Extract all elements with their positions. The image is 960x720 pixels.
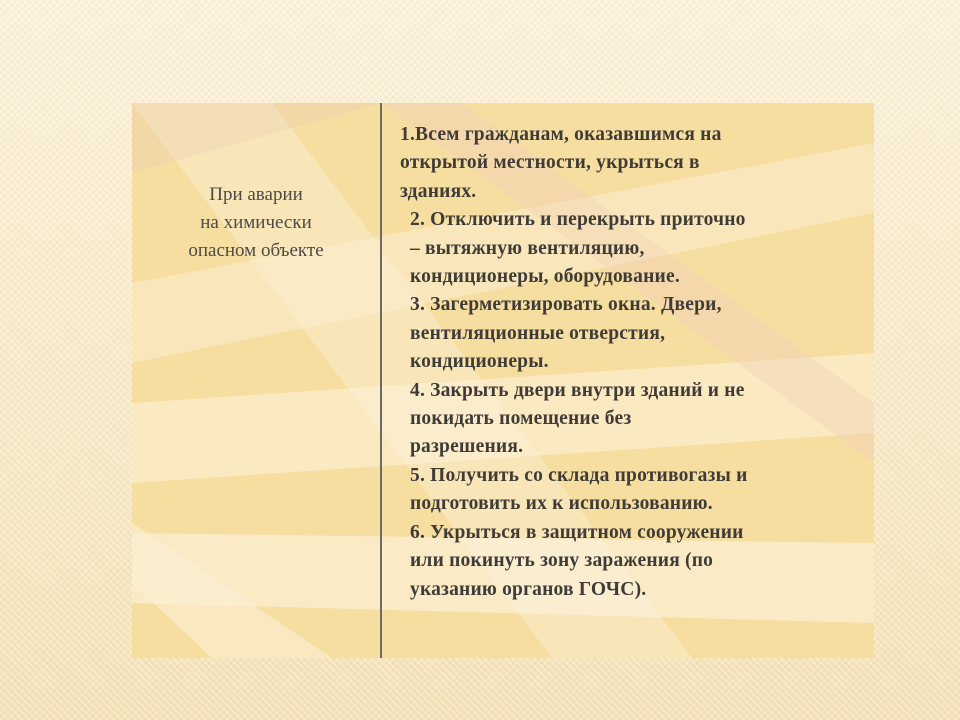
instruction-line: 4. Закрыть двери внутри зданий и не (410, 379, 745, 401)
instruction-item-3 (400, 291, 860, 376)
instruction-line: кондиционеры, оборудование. (410, 266, 680, 288)
instruction-line: открытой местности, укрыться в (400, 152, 700, 174)
instruction-line: – вытяжную вентиляцию, (410, 237, 645, 259)
instruction-line: или покинуть зону заражения (по (410, 550, 714, 572)
instruction-line: вентиляционные отверстия, (410, 322, 666, 344)
instruction-line: 2. Отключить и перекрыть приточно (410, 209, 746, 231)
left-title-line: При аварии (209, 184, 303, 205)
instruction-line: покидать помещение без (410, 408, 632, 430)
slide-table-panel (132, 103, 874, 658)
instruction-line: 1.Всем гражданам, оказавшимся на (400, 124, 722, 145)
instruction-line: 3. Загерметизировать окна. Двери, (410, 294, 722, 316)
instruction-line: 6. Укрыться в защитном сооружении (410, 521, 744, 543)
table-column-divider (380, 103, 382, 658)
instruction-item-4 (400, 377, 860, 462)
instruction-line: разрешения. (410, 436, 524, 458)
instruction-item-1 (400, 121, 860, 206)
instructions-list (400, 121, 860, 604)
left-title-line: опасном объекте (188, 240, 324, 261)
instruction-line: кондиционеры. (410, 351, 549, 373)
instruction-line: подготовить их к использованию. (410, 493, 713, 515)
instruction-line: 5. Получить со склада противогазы и (410, 464, 748, 486)
instruction-item-5 (400, 462, 860, 519)
instruction-line: зданиях. (400, 180, 477, 202)
instruction-item-2 (400, 206, 860, 291)
left-title-line: на химически (200, 212, 312, 233)
instruction-item-6 (400, 519, 860, 604)
left-cell-title (132, 181, 380, 265)
instruction-line: указанию органов ГОЧС). (410, 578, 647, 600)
